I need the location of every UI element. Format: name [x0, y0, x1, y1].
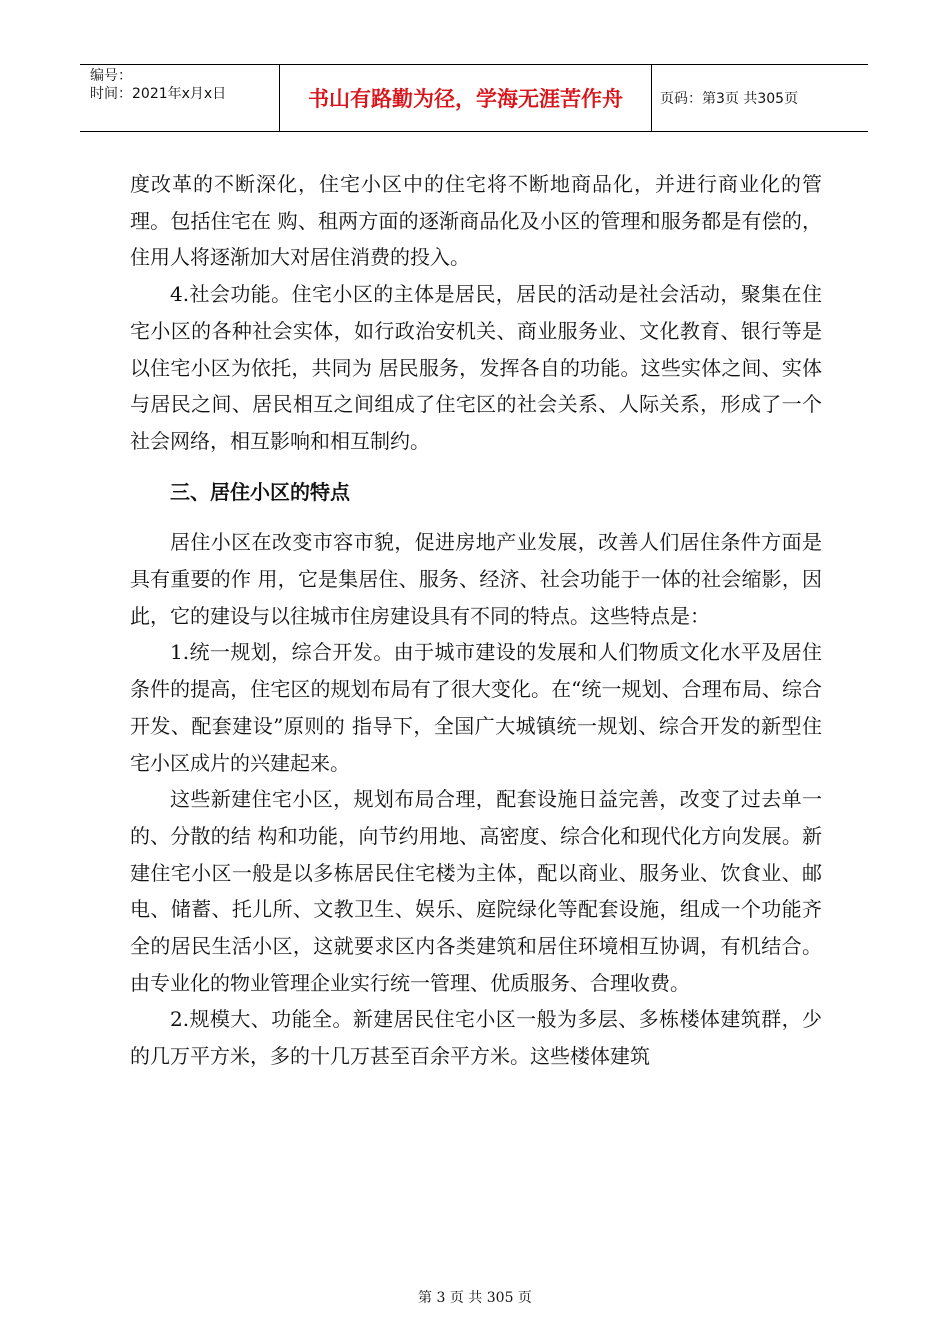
page-header	[80, 64, 868, 132]
page-footer: 第 3 页 共 305 页	[418, 1290, 532, 1306]
header-meta	[80, 65, 280, 131]
header-motto: 书山有路勤为径，学海无涯苦作舟	[280, 65, 652, 131]
header-page-info: 页码：第3页 共305页	[660, 91, 799, 107]
paragraph-social-function: 4.社会功能。住宅小区的主体是居民，居民的活动是社会活动，聚集在住宅小区的各种社会实体，如行政治安机关、商业服务业、文化教育、银行等是以住宅小区为依托，共同为 居民服务，发挥各自的功能。这些实体之间、实体与居民之间、居民相互之间组成了住宅区的社会关系、人际关系，形成了一个社会网络，相互影响和相互制约。	[130, 282, 822, 453]
document-number-label: 编号：	[90, 68, 132, 84]
paragraph-new-communities: 这些新建住宅小区，规划布局合理，配套设施日益完善，改变了过去单一的、分散的结 构和功能，向节约用地、高密度、综合化和现代化方向发展。新建住宅小区一般是以多栋居民住宅楼为主体，配以商业、服务业、饮食业、邮电、储蓄、托儿所、文教卫生、娱乐、庭院绿化等配套设施，组成一个功能齐全的居民生活小区，这就要求区内各类建筑和居住环境相互协调，有机结合。由专业化的物业管理企业实行统一管理、优质服务、合理收费。	[130, 787, 822, 995]
document-body	[130, 166, 822, 1075]
paragraph-point-2: 2.规模大、功能全。新建居民住宅小区一般为多层、多栋楼体建筑群，少的几万平方米，多的十几万甚至百余平方米。这些楼体建筑	[130, 1007, 822, 1069]
paragraph-intro: 居住小区在改变市容市貌，促进房地产业发展，改善人们居住条件方面是具有重要的作 用，它是集居住、服务、经济、社会功能于一体的社会缩影，因此，它的建设与以往城市住房建设具有不同的特点。这些特点是：	[130, 530, 822, 628]
document-time-label: 时间：2021年x月x日	[90, 86, 227, 102]
section-heading: 三、居住小区的特点	[170, 479, 350, 504]
paragraph-point-1: 1.统一规划，综合开发。由于城市建设的发展和人们物质文化水平及居住条件的提高，住宅区的规划布局有了很大变化。在“统一规划、合理布局、综合开发、配套建设”原则的 指导下，全国广大城镇统一规划、综合开发的新型住宅小区成片的兴建起来。	[130, 640, 822, 775]
paragraph-continuation: 度改革的不断深化，住宅小区中的住宅将不断地商品化，并进行商业化的管理。包括住宅在 购、租两方面的逐渐商品化及小区的管理和服务都是有偿的，住用人将逐渐加大对居住消费的投入。	[130, 172, 822, 270]
